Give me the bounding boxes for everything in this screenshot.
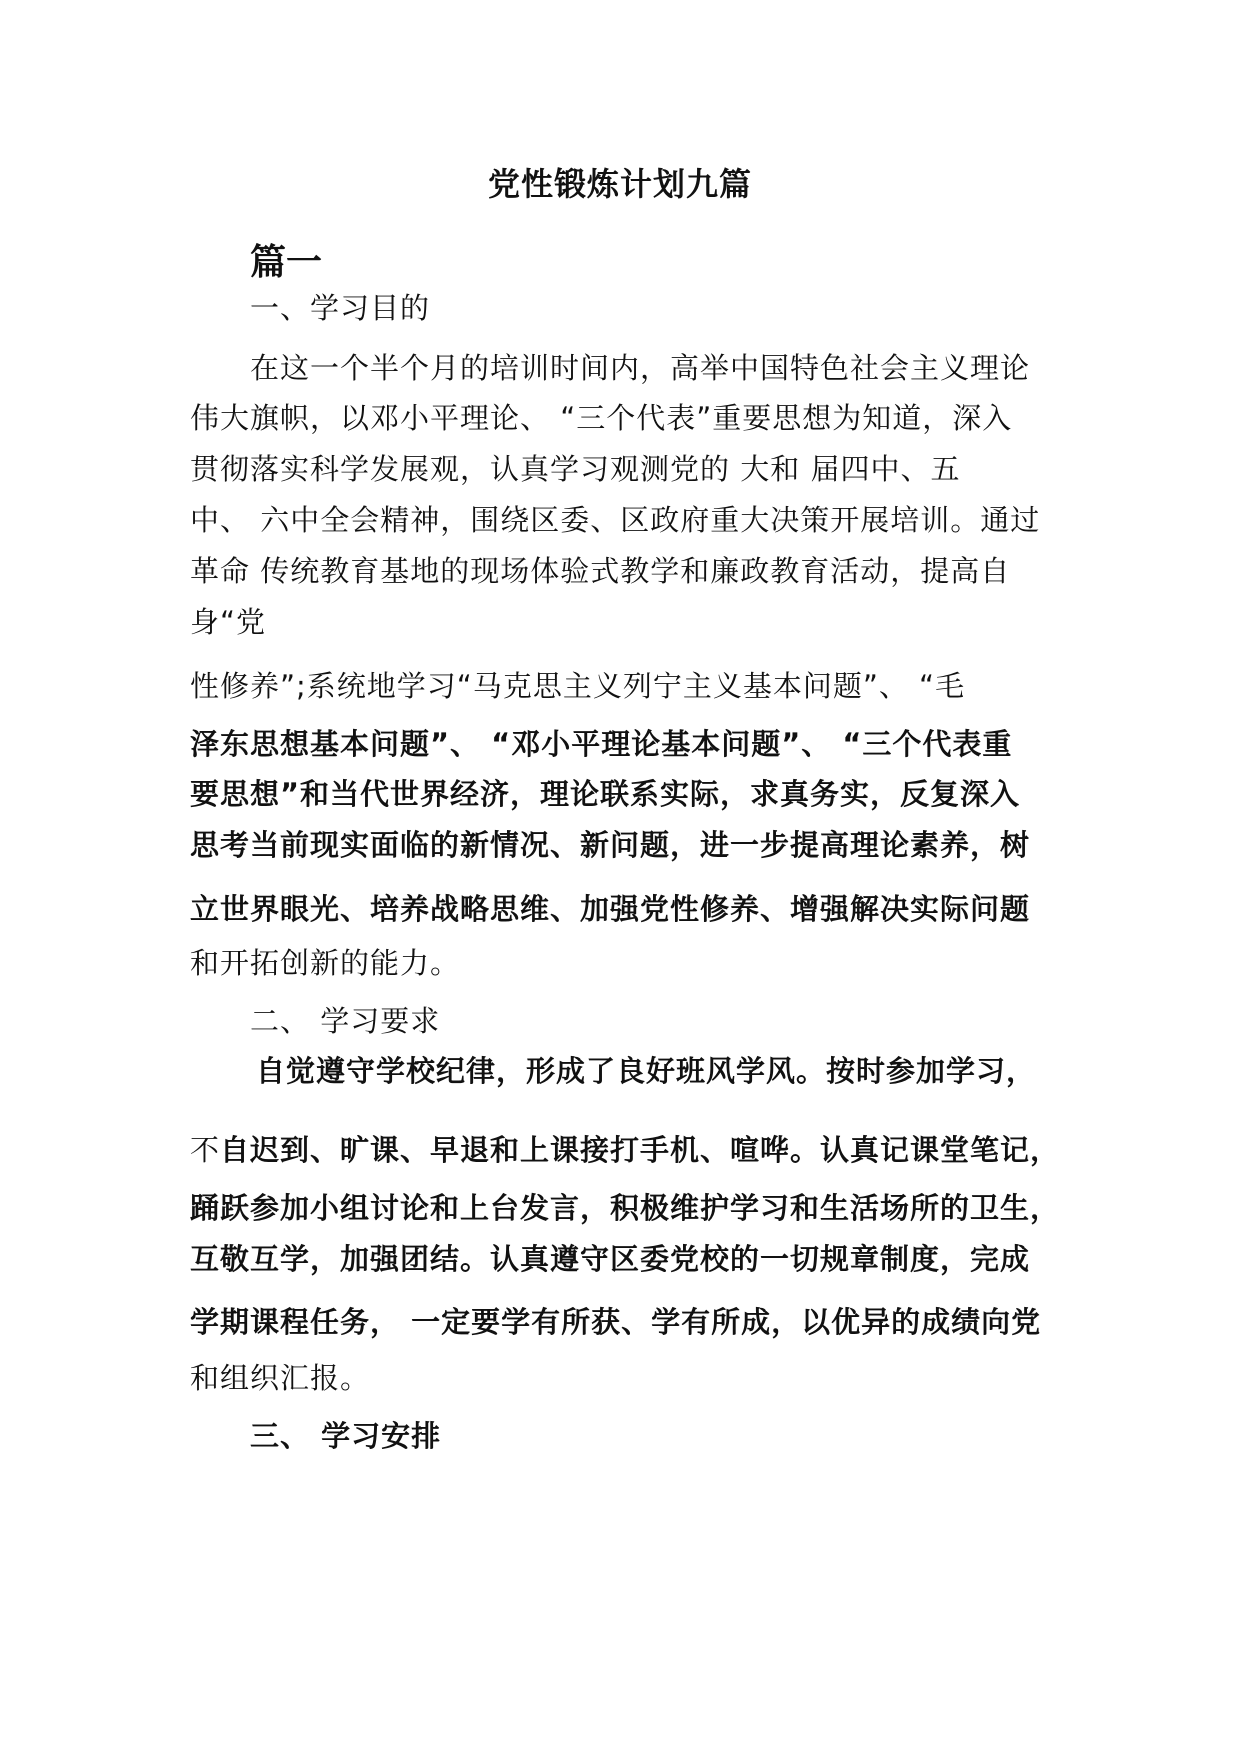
paragraph-line-bold: 自觉遵守学校纪律，形成了良好班风学风。按时参加学习，: [256, 1054, 1037, 1088]
paragraph-line: 身“党: [190, 605, 267, 639]
section-heading-requirements: 二、 学习要求: [250, 1004, 441, 1038]
paragraph-line-bold: 泽东思想基本问题”、 “邓小平理论基本问题”、 “三个代表重: [190, 727, 1013, 761]
paragraph-line-bold: 学期课程任务， 一定要学有所获、学有所成，以优异的成绩向党: [190, 1305, 1042, 1339]
paragraph-line: 伟大旗帜，以邓小平理论、 “三个代表”重要思想为知道，深入: [190, 401, 1013, 435]
paragraph-line: 贯彻落实科学发展观，认真学习观测党的 大和 届四中、五: [190, 452, 961, 486]
paragraph-line: 中、 六中全会精神，围绕区委、区政府重大决策开展培训。通过: [190, 503, 1041, 537]
paragraph-line-bold: 自迟到、旷课、早退和上课接打手机、喧哗。认真记课堂笔记，: [220, 1133, 1061, 1167]
chapter-heading: 篇一: [250, 242, 323, 283]
paragraph-line-bold: 要思想”和当代世界经济，理论联系实际，求真务实，反复深入: [190, 777, 1021, 811]
paragraph-line: 和组织汇报。: [190, 1361, 371, 1395]
document-title: 党性锻炼计划九篇: [487, 165, 752, 203]
paragraph-line-bold: 思考当前现实面临的新情况、新问题，进一步提高理论素养，树: [190, 828, 1031, 862]
section-heading-schedule: 三、 学习安排: [250, 1419, 442, 1453]
section-heading-goals: 一、学习目的: [250, 291, 431, 325]
paragraph-line: 不: [190, 1133, 221, 1167]
paragraph-line-bold: 立世界眼光、培养战略思维、加强党性修养、增强解决实际问题: [190, 892, 1031, 926]
paragraph-line-bold: 踊跃参加小组讨论和上台发言，积极维护学习和生活场所的卫生，: [190, 1191, 1061, 1225]
paragraph-line: 和开拓创新的能力。: [190, 946, 461, 980]
paragraph-line: 革命 传统教育基地的现场体验式教学和廉政教育活动，提高自: [190, 554, 1011, 588]
paragraph-line: 性修养”;系统地学习“马克思主义列宁主义基本问题”、 “毛: [190, 669, 966, 703]
paragraph-line: 在这一个半个月的培训时间内，高举中国特色社会主义理论: [250, 351, 1031, 385]
paragraph-line-bold: 互敬互学，加强团结。认真遵守区委党校的一切规章制度，完成: [190, 1242, 1031, 1276]
